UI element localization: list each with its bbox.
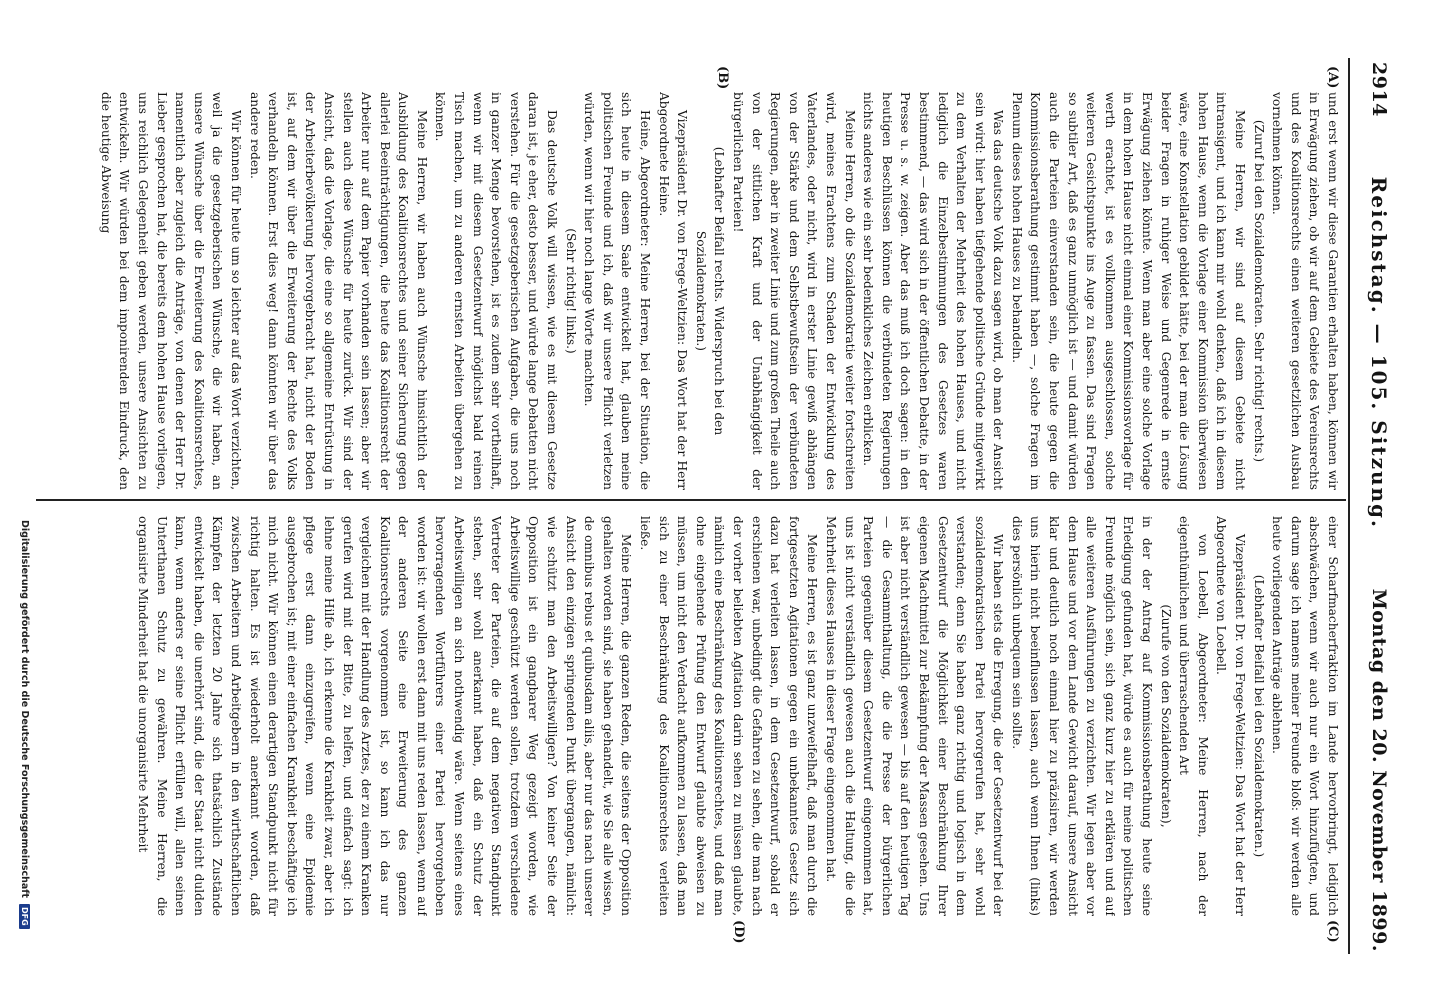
page-header	[1352, 62, 1406, 952]
interjection: (Lebhafter Beifall rechts. Widerspruch bei den Sozialdemokraten.)	[693, 146, 727, 436]
credit-text: Digitalisierung gefördert durch die Deutsche Forschungsgemeinschaft	[19, 520, 30, 898]
margin-mark-b: (B)	[715, 66, 730, 90]
interjection: (Sehr richtig! links.)	[563, 228, 578, 354]
digitization-credit	[19, 520, 30, 929]
margin-mark-c: (C)	[1325, 920, 1340, 943]
paragraph: Meine Herren, ob die Sozialdemokratie weiter fortschreiten wird, meines Erachtens zum Schaden der Entwicklung des Vaterlandes, oder nicht, wird in erster Linie gewiß abhängen von der Stärke und dem Selbstbewußtsein der verbündeten Regierungen, aber in zweiter Linie und zum großen Theile auch von der sittlichen Kraft und der Unabhängigkeit der bürgerlichen Parteien!	[731, 92, 857, 490]
dfg-logo: DFG	[19, 904, 30, 929]
page-number: 2914	[1368, 62, 1390, 117]
paragraph: Das deutsche Volk will wissen, wie es mit diesem Gesetze daran ist, je eher, desto besser, und würde lange Debatten nicht verstehen. Für die gesetzgeberischen Aufgaben, die uns noch in ganzer Menge bevorstehen, ist es zudem sehr vortheilhaft, wenn wir mit diesem Gesetzentwurf möglichst bald reinen Tisch machen, um zu anderen ernsten Arbeiten übergehen zu können.	[433, 92, 560, 490]
paragraph: Wir haben stets die Erregung, die der Gesetzentwurf bei der sozialdemokratischen Partei hervorgerufen hat, sehr wohl verstanden; denn Sie haben ganz richtig und logisch in dem Gesetzentwurf die Möglichkeit einer Beschränkung Ihrer eigenen Machtmittel zur Bekämpfung der Massen gesehen. Uns ist aber nicht verständlich gewesen — bis auf den heutigen Tag — die Gesammthaltung, die die Presse der bürgerlichen Parteien gegenüber diesem Gesetzentwurf eingenommen hat, uns ist nicht verständlich gewesen auch die Haltung, die die Mehrheit dieses Hauses in dieser Frage eingenommen hat.	[823, 516, 1006, 916]
speaker-line: von Loebell, Abgeordneter: Meine Herren, nach der eigenthümlichen und überraschenden Art	[1177, 516, 1210, 916]
interjection: (Zurufe von den Sozialdemokraten),	[1158, 604, 1173, 828]
speaker-line: Heine, Abgeordneter: Meine Herren, bei der Situation, die sich heute in diesem Saale entwickelt hat, glauben meine politischen Freunde und ich, daß wir unsere Pflicht verletzen würden, wenn wir hier noch lange Worte machten.	[582, 92, 653, 490]
session-title: Reichstag. — 105. Sitzung.	[1367, 176, 1391, 529]
interjection: (Lebhafter Beifall bei den Sozialdemokraten.)	[1251, 574, 1266, 858]
paragraph: und erst wenn wir diese Garantien erhalten haben, können wir in Erwägung ziehen, ob wir auf dem Gebiete des Vereinsrechts und des Koalitionsrechts einen weiteren gesetzlichen Ausbau vornehmen können.	[1270, 92, 1340, 490]
paragraph: Meine Herren, wir sind auf diesem Gebiete nicht intransigent, und ich kann mir wohl denken, daß ich in diesem hohen Hause, wenn die Vorlage einer Kommission überwiesen wäre, eine Konstellation gebildet hätte, bei der man die Lösung beider Fragen in ruhiger Weise und Gegenrede in ernste Erwägung ziehen könnte. Wenn man aber eine solche Vorlage in dem hohen Hause nicht einmal einer Kommissionsvorlage für werth erachtet, ist es vollkommen ausgeschlossen, solche weiteren Gesichtspunkte ins Auge zu fassen. Das sind Fragen so subtiler Art, daß es ganz unmöglich ist — und damit würden auch die Parteien einverstanden sein, die heute gegen die Kommissionsberathung gestimmt haben —, solche Fragen im Plenum dieses hohen Hauses zu behandeln.	[1009, 92, 1248, 490]
interjection: (Zuruf bei den Sozialdemokraten. Sehr richtig! rechts.)	[1251, 119, 1266, 463]
paragraph: Meine Herren, die ganzen Reden, die seitens der Opposition gehalten worden sind, sie haben gehandelt, wie Sie alle wissen, de omnibus rebus et quibusdam aliis, aber nur das nach unserer Ansicht den einzigen springenden Punkt übergangen, nämlich: wie schützt man den Arbeitswilligen? Von keiner Seite der Opposition ist ein gangbarer Weg gezeigt worden, wie Arbeitswillige geschützt werden sollen, trotzdem verschiedene Vertreter der Parteien, die auf dem negativen Standpunkt stehen, sehr wohl anerkannt haben, daß ein Schutz der Arbeitswilligen an sich nothwendig wäre. Wenn seitens eines hervorragenden Wortführers einer Partei hervorgehoben worden ist: wir wollen erst dann mit uns reden lassen, wenn auf der anderen Seite eine Erweiterung des ganzen Koalitionsrechts vorgenommen ist, so kann ich das nur vergleichen mit der Handlung des Arztes, der zu einem Kranken gerufen wird mit der Bitte, zu helfen, und einfach sagt: ich lehne meine Hilfe ab, ich erkenne die Krankheit zwar, aber ich pflege erst dann einzugreifen, wenn eine Epidemie ausgebrochen ist; mit einer einfachen Krankheit beschäftige ich mich nicht. Wir können einen derartigen Standpunkt nicht für richtig halten. Es ist wiederholt anerkannt worden, daß zwischen Arbeitern und Arbeitgebern in den wirthschaftlichen Kämpfen der letzten 20 Jahre sich thatsächlich Zustände entwickelt haben, die unerhört sind, die der Staat nicht dulden kann, wenn anders er seine Pflicht erfüllen will, allen seinen Unterthanen Schutz zu gewähren. Meine Herren, die organisirte Minderheit hat die unorganisirte Mehrheit	[136, 516, 634, 916]
session-date: Montag den 20. November 1899.	[1368, 588, 1390, 952]
paragraph: Meine Herren, es ist ganz unzweifelhaft, daß man durch die fortgesetzten Agitationen gegen ein unbekanntes Gesetz sich dazu hat verleiten lassen, in dem Gesetzentwurf, sobald er erschienen war, unbedingt die Gefahren zu sehen, die man nach der vorher beliebten Agitation darin sehen zu müssen glaubte, nämlich eine Beschränkung des Koalitionsrechtes, und daß man ohne eingehende Prüfung den Entwurf glaubte abweisen zu müssen, um nicht den Verdacht aufkommen zu lassen, daß man sich zu einer Beschränkung des Koalitionsrechtes verleiten ließe.	[638, 516, 820, 916]
paragraph: Wir können für heute um so leichter auf das Wort verzichten, weil ja die gesetzgeberischen Wünsche, die wir haben, an unsere Wünsche über die Erweiterung des Koalitionsrechtes, namentlich aber zugleich die Anträge, von denen der Herr Dr. Lieber gesprochen hat, die bereits dem hohen Hause vorliegen, uns reichlich Gelegenheit geben werden, unsere Ansichten zu entwickeln. Wir würden bei dem imponirenden Eindruck, den die heutige Abweisung	[98, 92, 243, 490]
speaker-line: Vizepräsident Dr. von Frege-Weltzien: Das Wort hat der Herr Abgeordnete von Loebell.	[1214, 516, 1248, 916]
margin-mark-d: (D)	[731, 920, 746, 944]
paragraph: einer Scharfmacherfraktion im Lande hervorbringt, lediglich abschwächen, wenn wir auch nur ein Wort hinzufügten, und darum sage ich namens meiner Freunde bloß: wir werden alle heute vorliegenden Anträge ablehnen.	[1270, 516, 1340, 916]
right-column	[40, 516, 1342, 916]
left-column	[40, 92, 1342, 490]
header-rule	[1348, 58, 1350, 954]
margin-mark-a: (A)	[1325, 66, 1340, 89]
paragraph: Meine Herren, wir haben auch Wünsche hinsichtlich der Ausbildung des Koalitionsrechtes und seiner Sicherung gegen allerlei Beeinträchtigungen, die heute das Koalitionsrecht der Arbeiter nur auf dem Papier vorhanden sein lassen; aber wir stellen auch diese Wünsche für heute zurück. Wir sind der Ansicht, daß die Vorlage, die eine so allgemeine Entrüstung in der Arbeiterbevölkerung hervorgebracht hat, nicht der Boden ist, auf dem wir über die Erweiterung der Rechte des Volks verhandeln können. Erst dies weg! dann könnten wir über das andere reden.	[247, 92, 429, 490]
speaker-line: Vizepräsident Dr. von Frege-Weltzien: Das Wort hat der Herr Abgeordnete Heine.	[656, 92, 690, 490]
column-divider	[36, 499, 1346, 501]
paragraph: Was das deutsche Volk dazu sagen wird, ob man der Ansicht sein wird: hier haben tiefgehende politische Gründe mitgewirkt zu dem Verhalten der Mehrheit des hohen Hauses, und nicht lediglich die Einzelbestimmungen des Gesetzes waren bestimmend, — das wird sich in der öffentlichen Debatte, in der Presse u. s. w. zeigen. Aber das muß ich doch sagen: in den heutigen Beschlüssen können die verbündeten Regierungen nichts anderes wie ein sehr bedenkliches Zeichen erblicken.	[861, 92, 1006, 490]
paragraph: in der der Antrag auf Kommissionsberathung heute seine Erledigung gefunden hat, würde es auch für meine politischen Freunde möglich sein, sich ganz kurz hier zu erklären und auf alle weiteren Ausführungen zu verzichten. Wir legen aber vor dem Hause und vor dem Lande Gewicht darauf, unsere Ansicht klar und deutlich noch einmal hier zu präzisiren, wir werden uns hierin nicht beeinflussen lassen, auch wenn Ihnen (links) dies persönlich unbequem sein sollte.	[1009, 516, 1155, 916]
